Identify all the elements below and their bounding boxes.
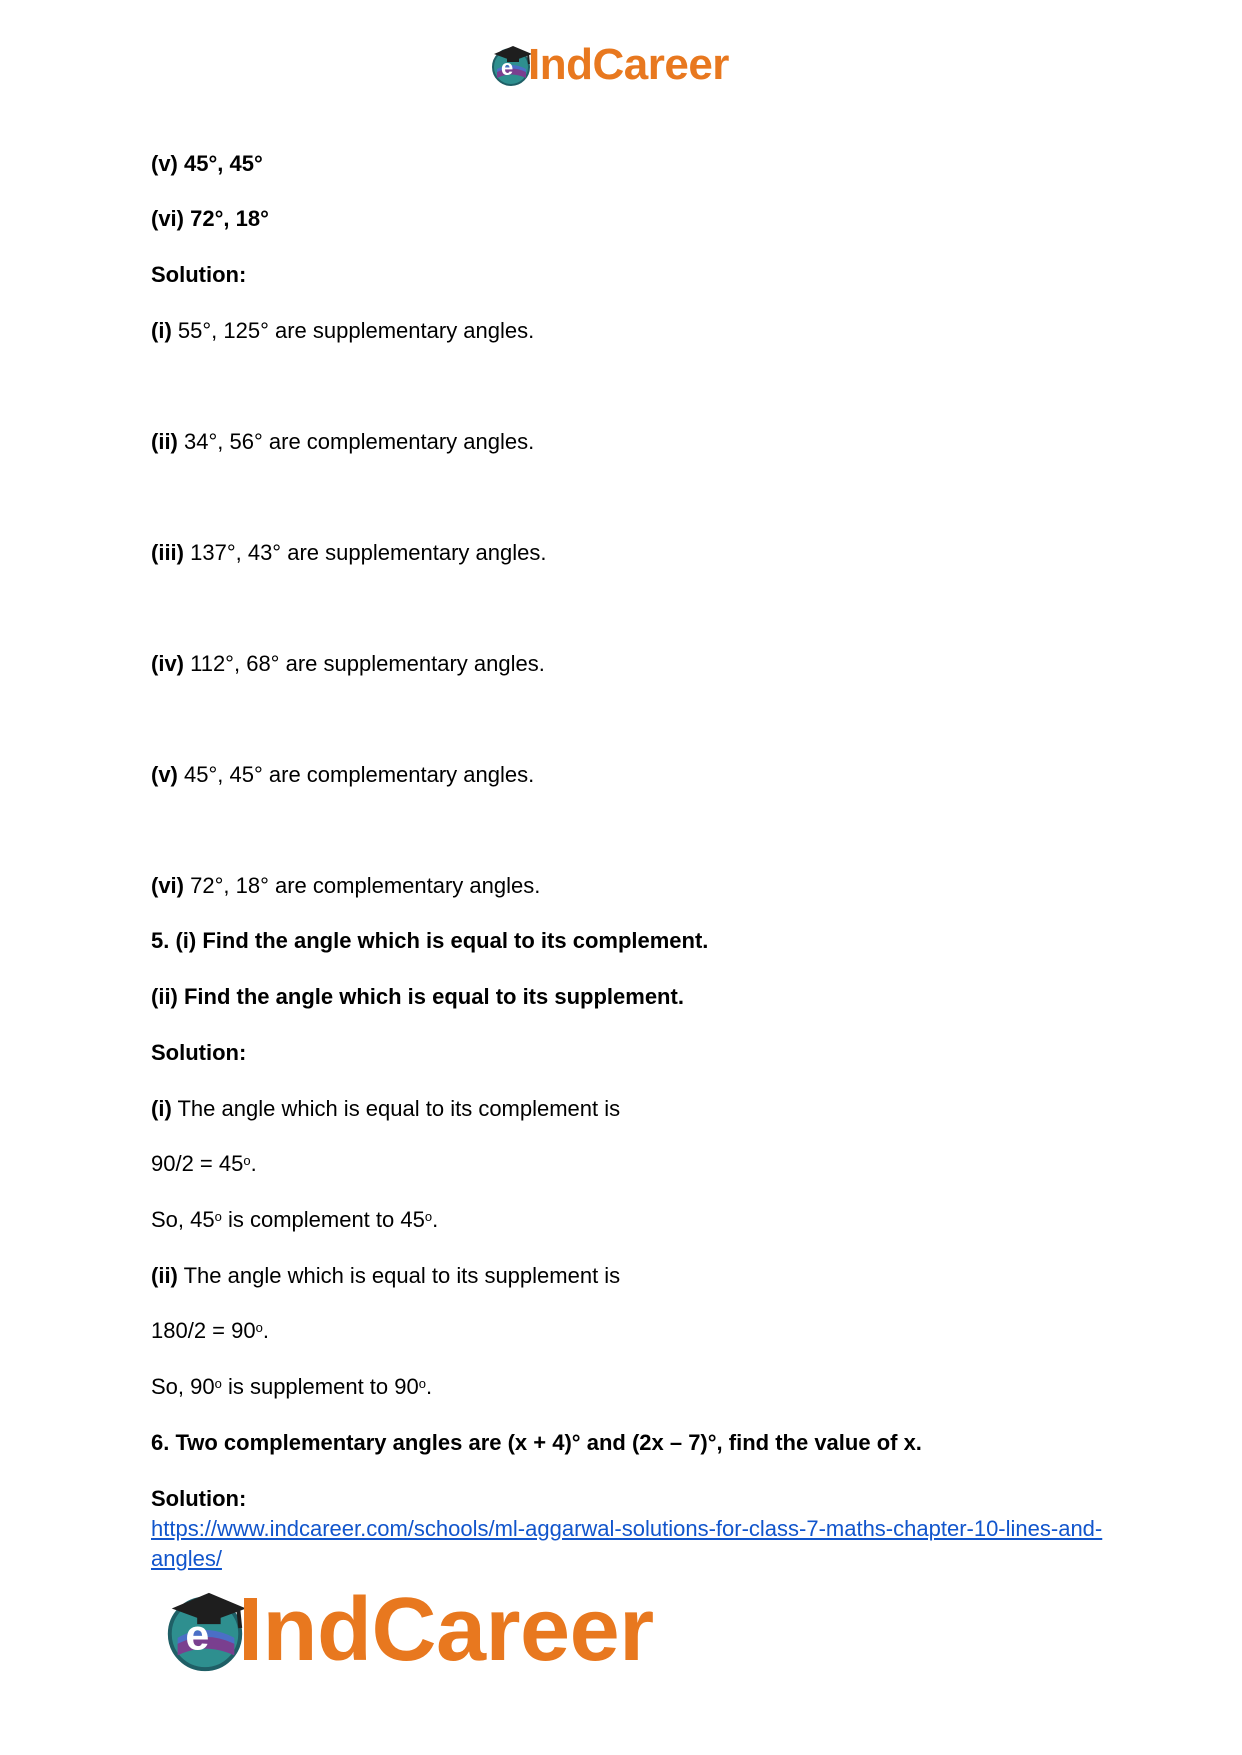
text-line (151, 762, 534, 788)
bold-label: (v) 45°, 45° (151, 151, 263, 176)
bold-label: (vi) 72°, 18° (151, 206, 269, 231)
line-text: 72°, 18° are complementary angles. (184, 873, 541, 898)
line-text: . (262, 1318, 269, 1343)
svg-text:e: e (185, 1611, 210, 1660)
bold-label: (i) (151, 1096, 172, 1121)
bold-label: Solution: (151, 262, 247, 287)
text-line (151, 206, 269, 232)
text-line (151, 540, 546, 566)
line-text: is supplement to 90 (221, 1374, 419, 1399)
line-text: 45°, 45° are complementary angles. (177, 762, 535, 787)
text-line (151, 1207, 438, 1233)
line-text: . (250, 1151, 257, 1176)
line-text: 55°, 125° are supplementary angles. (171, 318, 535, 343)
bold-label: Solution: (151, 1486, 247, 1511)
text-line (151, 1374, 432, 1400)
text-line (151, 1430, 922, 1456)
bold-label: (i) (151, 318, 172, 343)
text-line (151, 984, 684, 1010)
text-line (151, 651, 545, 677)
bold-label: (v) (151, 762, 178, 787)
bold-label: (ii) (151, 1263, 178, 1288)
line-text: The angle which is equal to its complement is (171, 1096, 621, 1121)
text-line (151, 1263, 620, 1289)
text-line (151, 1096, 620, 1122)
text-line (151, 262, 246, 288)
degree-superscript: o (243, 1153, 251, 1168)
line-text: 112°, 68° are supplementary angles. (184, 651, 545, 676)
footer-logo (160, 1579, 654, 1680)
logo-wordmark: IndCareer (238, 1579, 654, 1680)
line-text: 90/2 = 45 (151, 1151, 244, 1176)
text-line (151, 1040, 246, 1066)
bold-label: (iii) (151, 540, 184, 565)
text-line (151, 318, 534, 344)
bold-label: (vi) (151, 873, 184, 898)
degree-superscript: o (214, 1376, 222, 1391)
bold-label: Solution: (151, 1040, 247, 1065)
degree-superscript: o (418, 1376, 426, 1391)
bold-label: (ii) Find the angle which is equal to its supplement. (151, 984, 684, 1009)
text-line (151, 1486, 246, 1512)
text-line (151, 1151, 257, 1177)
source-link[interactable]: https://www.indcareer.com/schools/ml-aggarwal-solutions-for-class-7-maths-chapter-10-lines-and-angles/ (151, 1516, 1103, 1571)
line-text: So, 45 (151, 1207, 215, 1232)
line-text: 180/2 = 90 (151, 1318, 256, 1343)
bold-label: 6. Two complementary angles are (x + 4)° and (2x – 7)°, find the value of x. (151, 1430, 922, 1455)
text-line (151, 1318, 269, 1344)
line-text: So, 90 (151, 1374, 215, 1399)
degree-superscript: o (214, 1209, 222, 1224)
degree-superscript: o (255, 1320, 263, 1335)
logo-wordmark: IndCareer (528, 40, 729, 89)
text-line (151, 928, 708, 954)
header-logo (488, 40, 729, 90)
line-text: . (432, 1207, 439, 1232)
svg-text:e: e (501, 55, 514, 80)
bold-label: (iv) (151, 651, 184, 676)
line-text: is complement to 45 (221, 1207, 425, 1232)
bold-label: (ii) (151, 429, 178, 454)
line-text: 34°, 56° are complementary angles. (177, 429, 535, 454)
bold-label: 5. (i) Find the angle which is equal to its complement. (151, 928, 709, 953)
text-line (151, 151, 263, 177)
degree-superscript: o (424, 1209, 433, 1224)
graduation-cap-books-globe-icon (160, 1585, 250, 1675)
line-text: The angle which is equal to its supplement is (177, 1263, 621, 1288)
line-text: 137°, 43° are supplementary angles. (184, 540, 547, 565)
line-text: . (425, 1374, 433, 1399)
text-line (151, 429, 534, 455)
text-line (151, 873, 540, 899)
